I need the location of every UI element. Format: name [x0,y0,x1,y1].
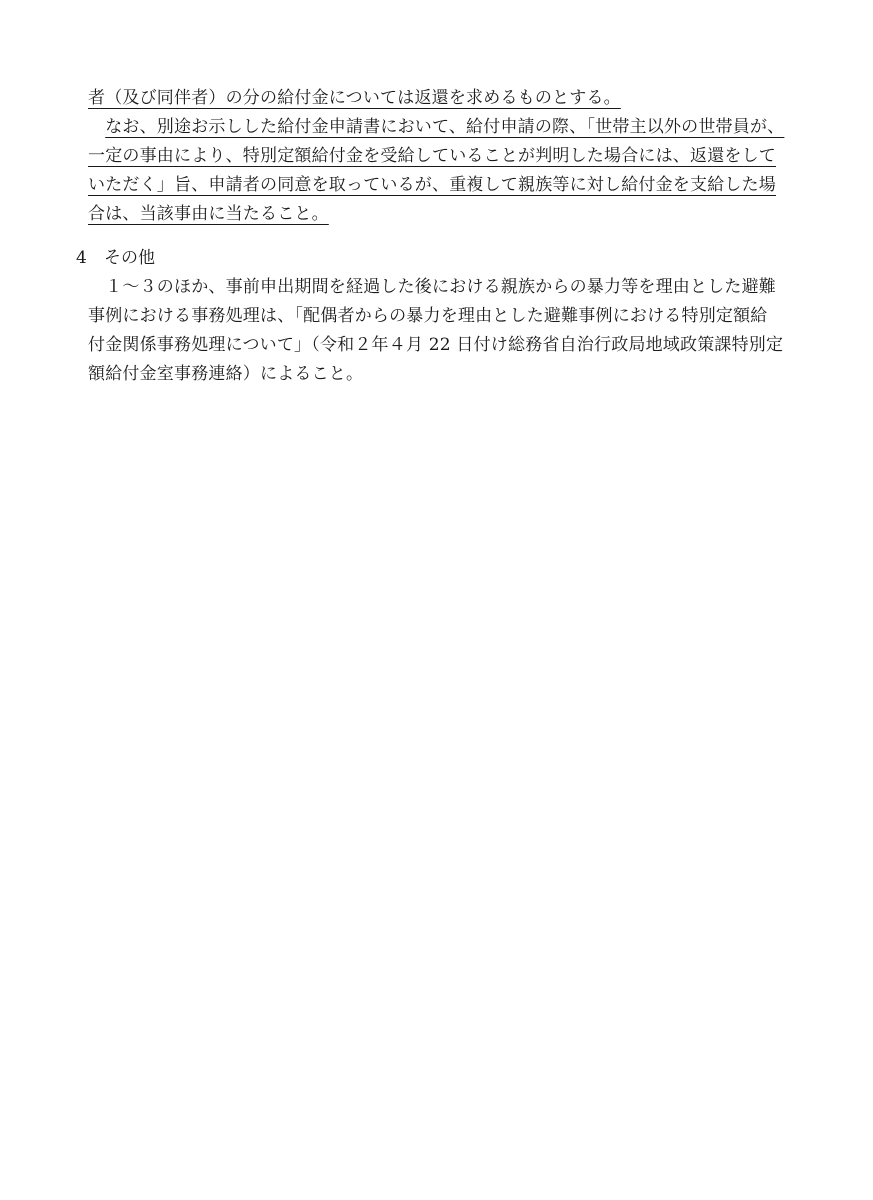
paragraph-line: いただく」旨、申請者の同意を取っているが、重複して親族等に対し給付金を支給した場 [88,175,776,195]
paragraph-line: 者（及び同伴者）の分の給付金については返還を求めるものとする。 [88,88,621,108]
underlined-text: なお、別途お示しした給付金申請書において、給付申請の際、「世帯主以外の世帯員が、 [105,117,785,137]
section-title: その他 [104,248,155,268]
paragraph-line [88,115,784,139]
section-heading [76,246,155,270]
section-number: 4 [76,248,87,268]
section-body-line: 付金関係事務処理について」（令和２年４月 22 日付け総務省自治行政局地域政策課特別定 [88,335,784,355]
paragraph-line: 合は、当該事由に当たること。 [88,204,329,224]
indent [88,117,105,137]
section-body-line: 事例における事務処理は、「配偶者からの暴力を理由とした避難事例における特別定額給 [88,306,768,326]
section-body-line: 額給付金室事務連絡）によること。 [88,364,364,384]
section-body-line: １～３のほか、事前申出期間を経過した後における親族からの暴力等を理由とした避難 [88,277,776,297]
paragraph-line: 一定の事由により、特別定額給付金を受給していることが判明した場合には、返還をして [88,146,776,166]
